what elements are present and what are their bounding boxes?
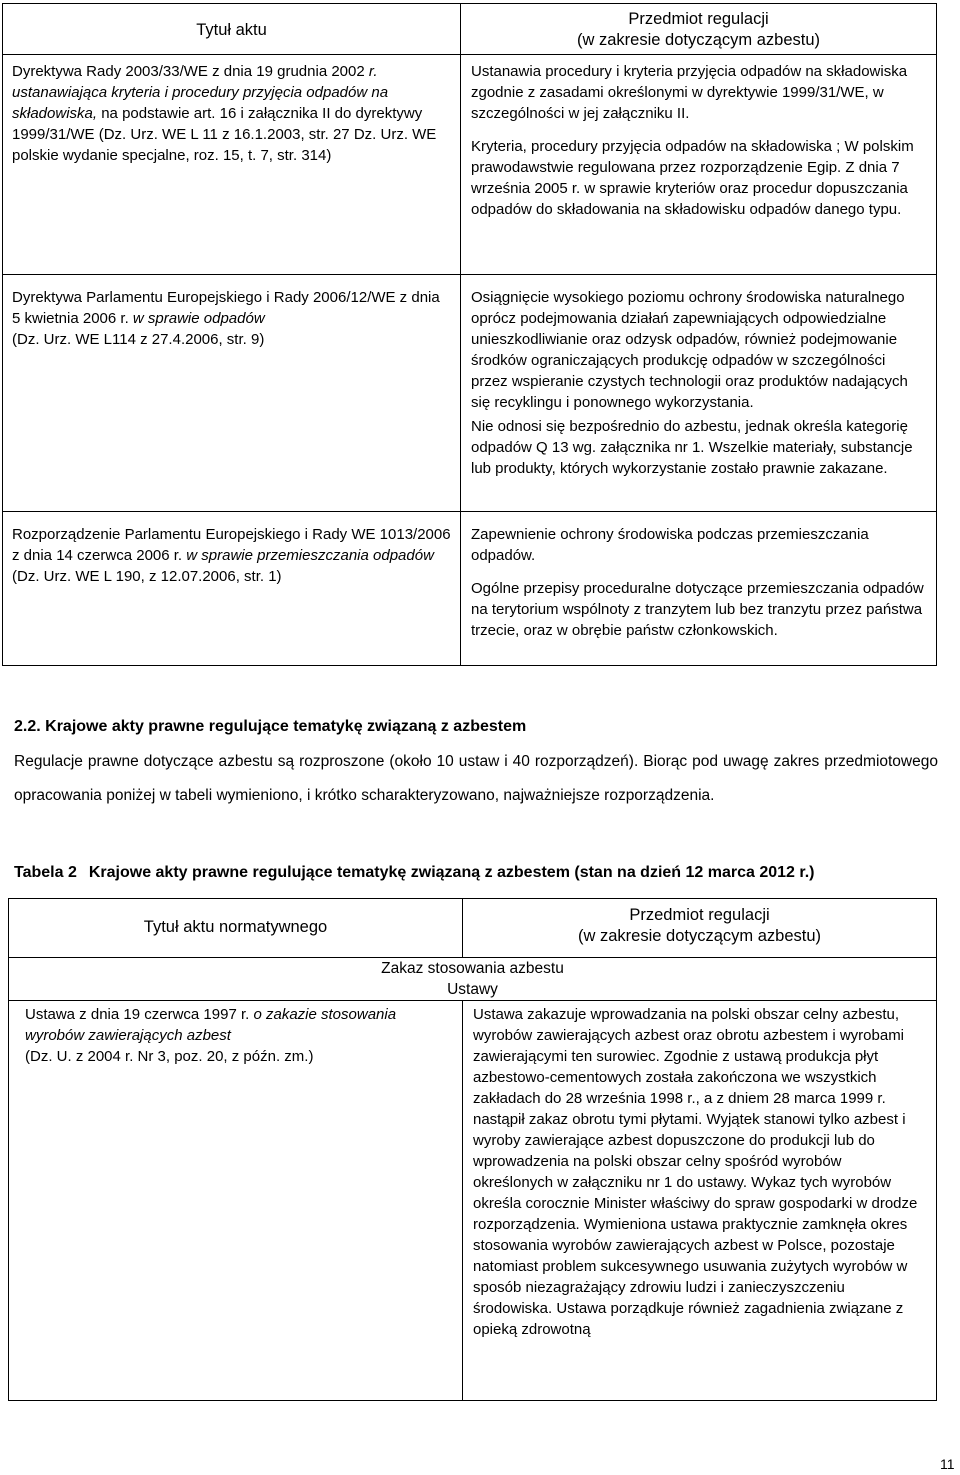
table-row (3, 275, 937, 512)
national-acts-table (8, 898, 937, 1401)
act-title-part: (Dz. U. z 2004 r. Nr 3, poz. 20, z późn. zm.) (25, 1048, 314, 1065)
subject-paragraph: Ogólne przepisy proceduralne dotyczące przemieszczania odpadów na terytorium wspólnoty z tranzytem lub bez tranzytu przez państwa trzecie, oraz w obrębie państw członkowskich. (471, 580, 924, 639)
header-subject-line1: Przedmiot regulacji (629, 906, 770, 924)
header-act-title (9, 899, 463, 958)
group-heading-cell (9, 958, 937, 1001)
header-subject-line2: (w zakresie dotyczącym azbestu) (577, 31, 820, 49)
header-act-title-text: Tytuł aktu normatywnego (143, 918, 328, 936)
act-title-cell (9, 1001, 463, 1401)
header-subject (461, 4, 937, 55)
header-act-title-text: Tytuł aktu (196, 21, 267, 39)
subject-paragraph: Zapewnienie ochrony środowiska podczas przemieszczania odpadów. (471, 526, 869, 564)
act-title-cell (3, 512, 461, 666)
act-title-text (12, 61, 452, 166)
header-subject-line1: Przedmiot regulacji (628, 10, 769, 28)
act-title-italic: o zakazie stosowania wyrobów zawierających azbest (25, 1006, 397, 1044)
act-title-text (12, 287, 452, 350)
subject-cell (461, 55, 937, 275)
subject-cell (461, 275, 937, 512)
header-subject (463, 899, 937, 958)
act-title-italic: r. ustanawiająca kryteria i procedury przyjęcia odpadów na składowiska, (12, 63, 389, 122)
table-caption-label: Tabela 2 (14, 864, 77, 881)
subject-paragraph: Kryteria, procedury przyjęcia odpadów na składowiska ; W polskim prawodawstwie regulowana przez rozporządzenie Egip. Z dnia 7 września 2005 r. w sprawie kryteriów oraz procedur dopuszczania odpadów do składowania na składowisku odpadów danego typu. (471, 138, 914, 218)
table-row (9, 1001, 937, 1401)
act-title-text (12, 524, 452, 587)
act-title-text (25, 1004, 454, 1067)
subject-paragraph: Osiągnięcie wysokiego poziomu ochrony środowiska naturalnego oprócz podejmowania działań zapewniających odpowiedzialne unieszkodliwianie oraz odzysk odpadów, również podejmowanie środków ograniczających produkcję odpadów w szczególności przez wspieranie czystych technologii oraz produktów nadających się recyklingu i ponownego wykorzystania. (471, 289, 908, 411)
act-title-cell (3, 55, 461, 275)
section-heading: 2.2. Krajowe akty prawne regulujące tematykę związaną z azbestem (14, 718, 527, 735)
group-heading-category: Zakaz stosowania azbestu (381, 960, 564, 977)
subject-paragraph: Ustawa zakazuje wprowadzania na polski obszar celny azbestu, wyrobów zawierających azbest oraz obrotu azbestem i wyrobami zawierającymi ten surowiec. Zgodnie z ustawą produkcja płyt azbestowo-cementowych została zakończona we wszystkich zakładach do 28 września 1998 r., a z dniem 28 marca 1999 r. nastąpił zakaz obrotu tymi płytami. Wyjątek stanowi tylko azbest i wyroby zawierające azbest dopuszczone do produkcji lub do wprowadzenia na polski obszar celny spośród wyrobów określonych w załączniku nr 1 do ustawy. Wykaz tych wyrobów określa corocznie Minister właściwy do spraw gospodarki w drodze rozporządzenia. Wymieniona ustawa praktycznie zamknęła okres stosowania wyrobów zawierających azbest w Polsce, pozostaje natomiast problem sukcesywnego usuwania zużytych wyrobów w sposób niezagrażający zdrowiu ludzi i zanieczyszczeniu środowiska. Ustawa porządkuje również zagadnienia związane z opieką zdrowotną (473, 1006, 918, 1338)
subject-cell (463, 1001, 937, 1401)
page-number: 11 (940, 1456, 955, 1472)
section-paragraph-text: Regulacje prawne dotyczące azbestu są rozproszone (około 10 ustaw i 40 rozporządzeń). Biorąc pod uwagę zakres przedmiotowego opracowania poniżej w tabeli wymieniono, i krótko scharakteryzowano, najważniejsze rozporządzenia. (14, 753, 938, 804)
act-title-part: Rozporządzenie Parlamentu Europejskiego i Rady WE 1013/2006 z dnia 14 czerwca 2006 r. (12, 526, 451, 564)
act-title-cell (3, 275, 461, 512)
act-title-italic: w sprawie przemieszczania odpadów (186, 547, 434, 564)
header-act-title (3, 4, 461, 55)
subject-cell (461, 512, 937, 666)
subject-paragraph: Ustanawia procedury i kryteria przyjęcia odpadów na składowiska zgodnie z zasadami określonymi w dyrektywie 1999/31/WE, w szczególności w jej załączniku II. (471, 63, 908, 122)
table-row (3, 55, 937, 275)
eu-acts-table (2, 3, 937, 666)
subject-paragraph: Nie odnosi się bezpośrednio do azbestu, jednak określa kategorię odpadów Q 13 wg. załącznika nr 1. Wszelkie materiały, substancje lub produkty, których wykorzystanie zostało prawnie zakazane. (471, 418, 913, 477)
act-title-part: Ustawa z dnia 19 czerwca 1997 r. (25, 1006, 250, 1023)
group-heading-type: Ustawy (447, 981, 498, 998)
header-subject-line2: (w zakresie dotyczącym azbestu) (578, 927, 821, 945)
table-row (3, 512, 937, 666)
act-title-part: (Dz. Urz. WE L114 z 27.4.2006, str. 9) (12, 331, 265, 348)
act-title-part: na podstawie art. 16 i załącznika II do dyrektywy 1999/31/WE (Dz. Urz. WE L 11 z 16.1.2003, str. 27 Dz. Urz. WE polskie wydanie specjalne, roz. 15, t. 7, str. 314) (12, 105, 437, 164)
table-caption (14, 864, 815, 882)
section-paragraph (14, 745, 938, 813)
act-title-italic: w sprawie odpadów (132, 310, 265, 327)
act-title-part: Dyrektywa Parlamentu Europejskiego i Rady 2006/12/WE z dnia 5 kwietnia 2006 r. (12, 289, 440, 327)
table-caption-text: Krajowe akty prawne regulujące tematykę związaną z azbestem (stan na dzień 12 marca 2012 r.) (88, 864, 815, 881)
act-title-part: (Dz. Urz. WE L 190, z 12.07.2006, str. 1) (12, 568, 282, 585)
act-title-part: Dyrektywa Rady 2003/33/WE z dnia 19 grudnia 2002 (12, 63, 365, 80)
